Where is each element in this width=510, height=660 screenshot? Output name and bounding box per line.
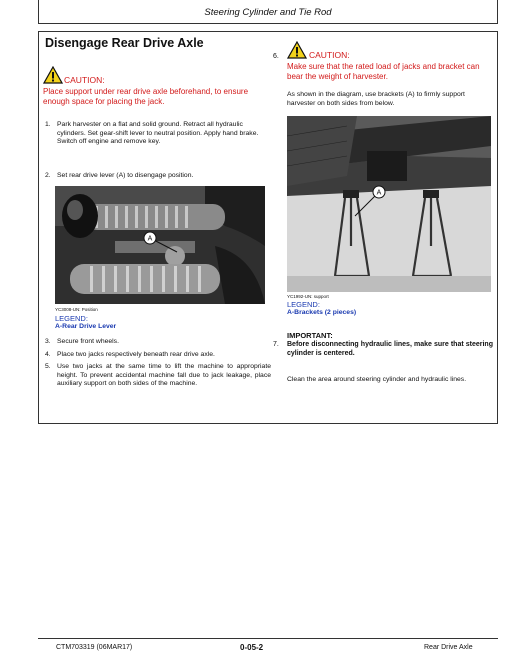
- right-caption-id: YC1992-UN: support: [287, 294, 329, 299]
- footer-section-name: Rear Drive Axle: [424, 644, 473, 651]
- step-6-number: 6.: [273, 53, 279, 60]
- right-legend-item: A-Brackets (2 pieces): [287, 309, 357, 316]
- clean-area-text: Clean the area around steering cylinder and hydraulic lines.: [287, 376, 467, 383]
- step-2-number: 2.: [45, 172, 51, 179]
- footer-page-number: 0-05-2: [240, 643, 264, 652]
- right-caution-text: Make sure that the rated load of jacks and bracket can bear the weight of harvester.: [287, 62, 480, 81]
- step-1-number: 1.: [45, 121, 51, 128]
- left-legend-title: LEGEND:: [55, 314, 88, 323]
- left-caution-label: CAUTION:: [64, 75, 105, 85]
- footer-rule: [38, 638, 498, 639]
- step-4-text: Place two jacks respectively beneath rear drive axle.: [57, 351, 215, 358]
- left-legend-item: A-Rear Drive Lever: [55, 323, 117, 330]
- step-7-number: 7.: [273, 341, 279, 348]
- warning-triangle-icon: [43, 66, 63, 84]
- content-box: [38, 31, 498, 424]
- right-legend-title: LEGEND:: [287, 300, 320, 309]
- brackets-support-photo: [287, 116, 491, 292]
- step-5-text: Use two jacks at the same time to lift the machine to appropriate height. To prevent accidental machine fall due to jack leakage, place auxiliary support on both sides of the machine.: [57, 363, 271, 388]
- page-header: [38, 0, 498, 24]
- section-title: Disengage Rear Drive Axle: [45, 36, 204, 50]
- left-caution-text: Place support under rear drive axle beforehand, to ensure enough space for placing the jack.: [43, 87, 249, 106]
- callout-a-label: A: [147, 235, 153, 243]
- step-7-text: Before disconnecting hydraulic lines, make sure that steering cylinder is centered.: [287, 341, 493, 357]
- step-5-number: 5.: [45, 363, 51, 370]
- callout-a-label-2: A: [376, 189, 382, 197]
- rear-drive-lever-photo: [55, 186, 265, 304]
- warning-triangle-icon-2: [287, 41, 307, 59]
- step-3-number: 3.: [45, 338, 51, 345]
- left-caption-id: YC3008-UN: Position: [55, 307, 98, 312]
- left-caution: [43, 66, 273, 106]
- page-header-title: Steering Cylinder and Tie Rod: [204, 7, 332, 18]
- step-2-text: Set rear drive lever (A) to disengage position.: [57, 172, 194, 179]
- step-1-text: Park harvester on a flat and solid ground. Retract all hydraulic cylinders. Set gear-shift lever to neutral position. Apply hand brake. Switch off engine and remove key.: [57, 121, 259, 146]
- step-3-text: Secure front wheels.: [57, 338, 119, 345]
- right-intro-text: As shown in the diagram, use brackets (A) to firmly support harvester on both sides from below.: [287, 91, 465, 107]
- important-title: IMPORTANT:: [287, 331, 333, 340]
- step-4-number: 4.: [45, 351, 51, 358]
- right-caution-label: CAUTION:: [309, 50, 350, 60]
- footer-doc-id: CTM703319 (06MAR17): [56, 644, 133, 651]
- right-caution: [273, 41, 495, 83]
